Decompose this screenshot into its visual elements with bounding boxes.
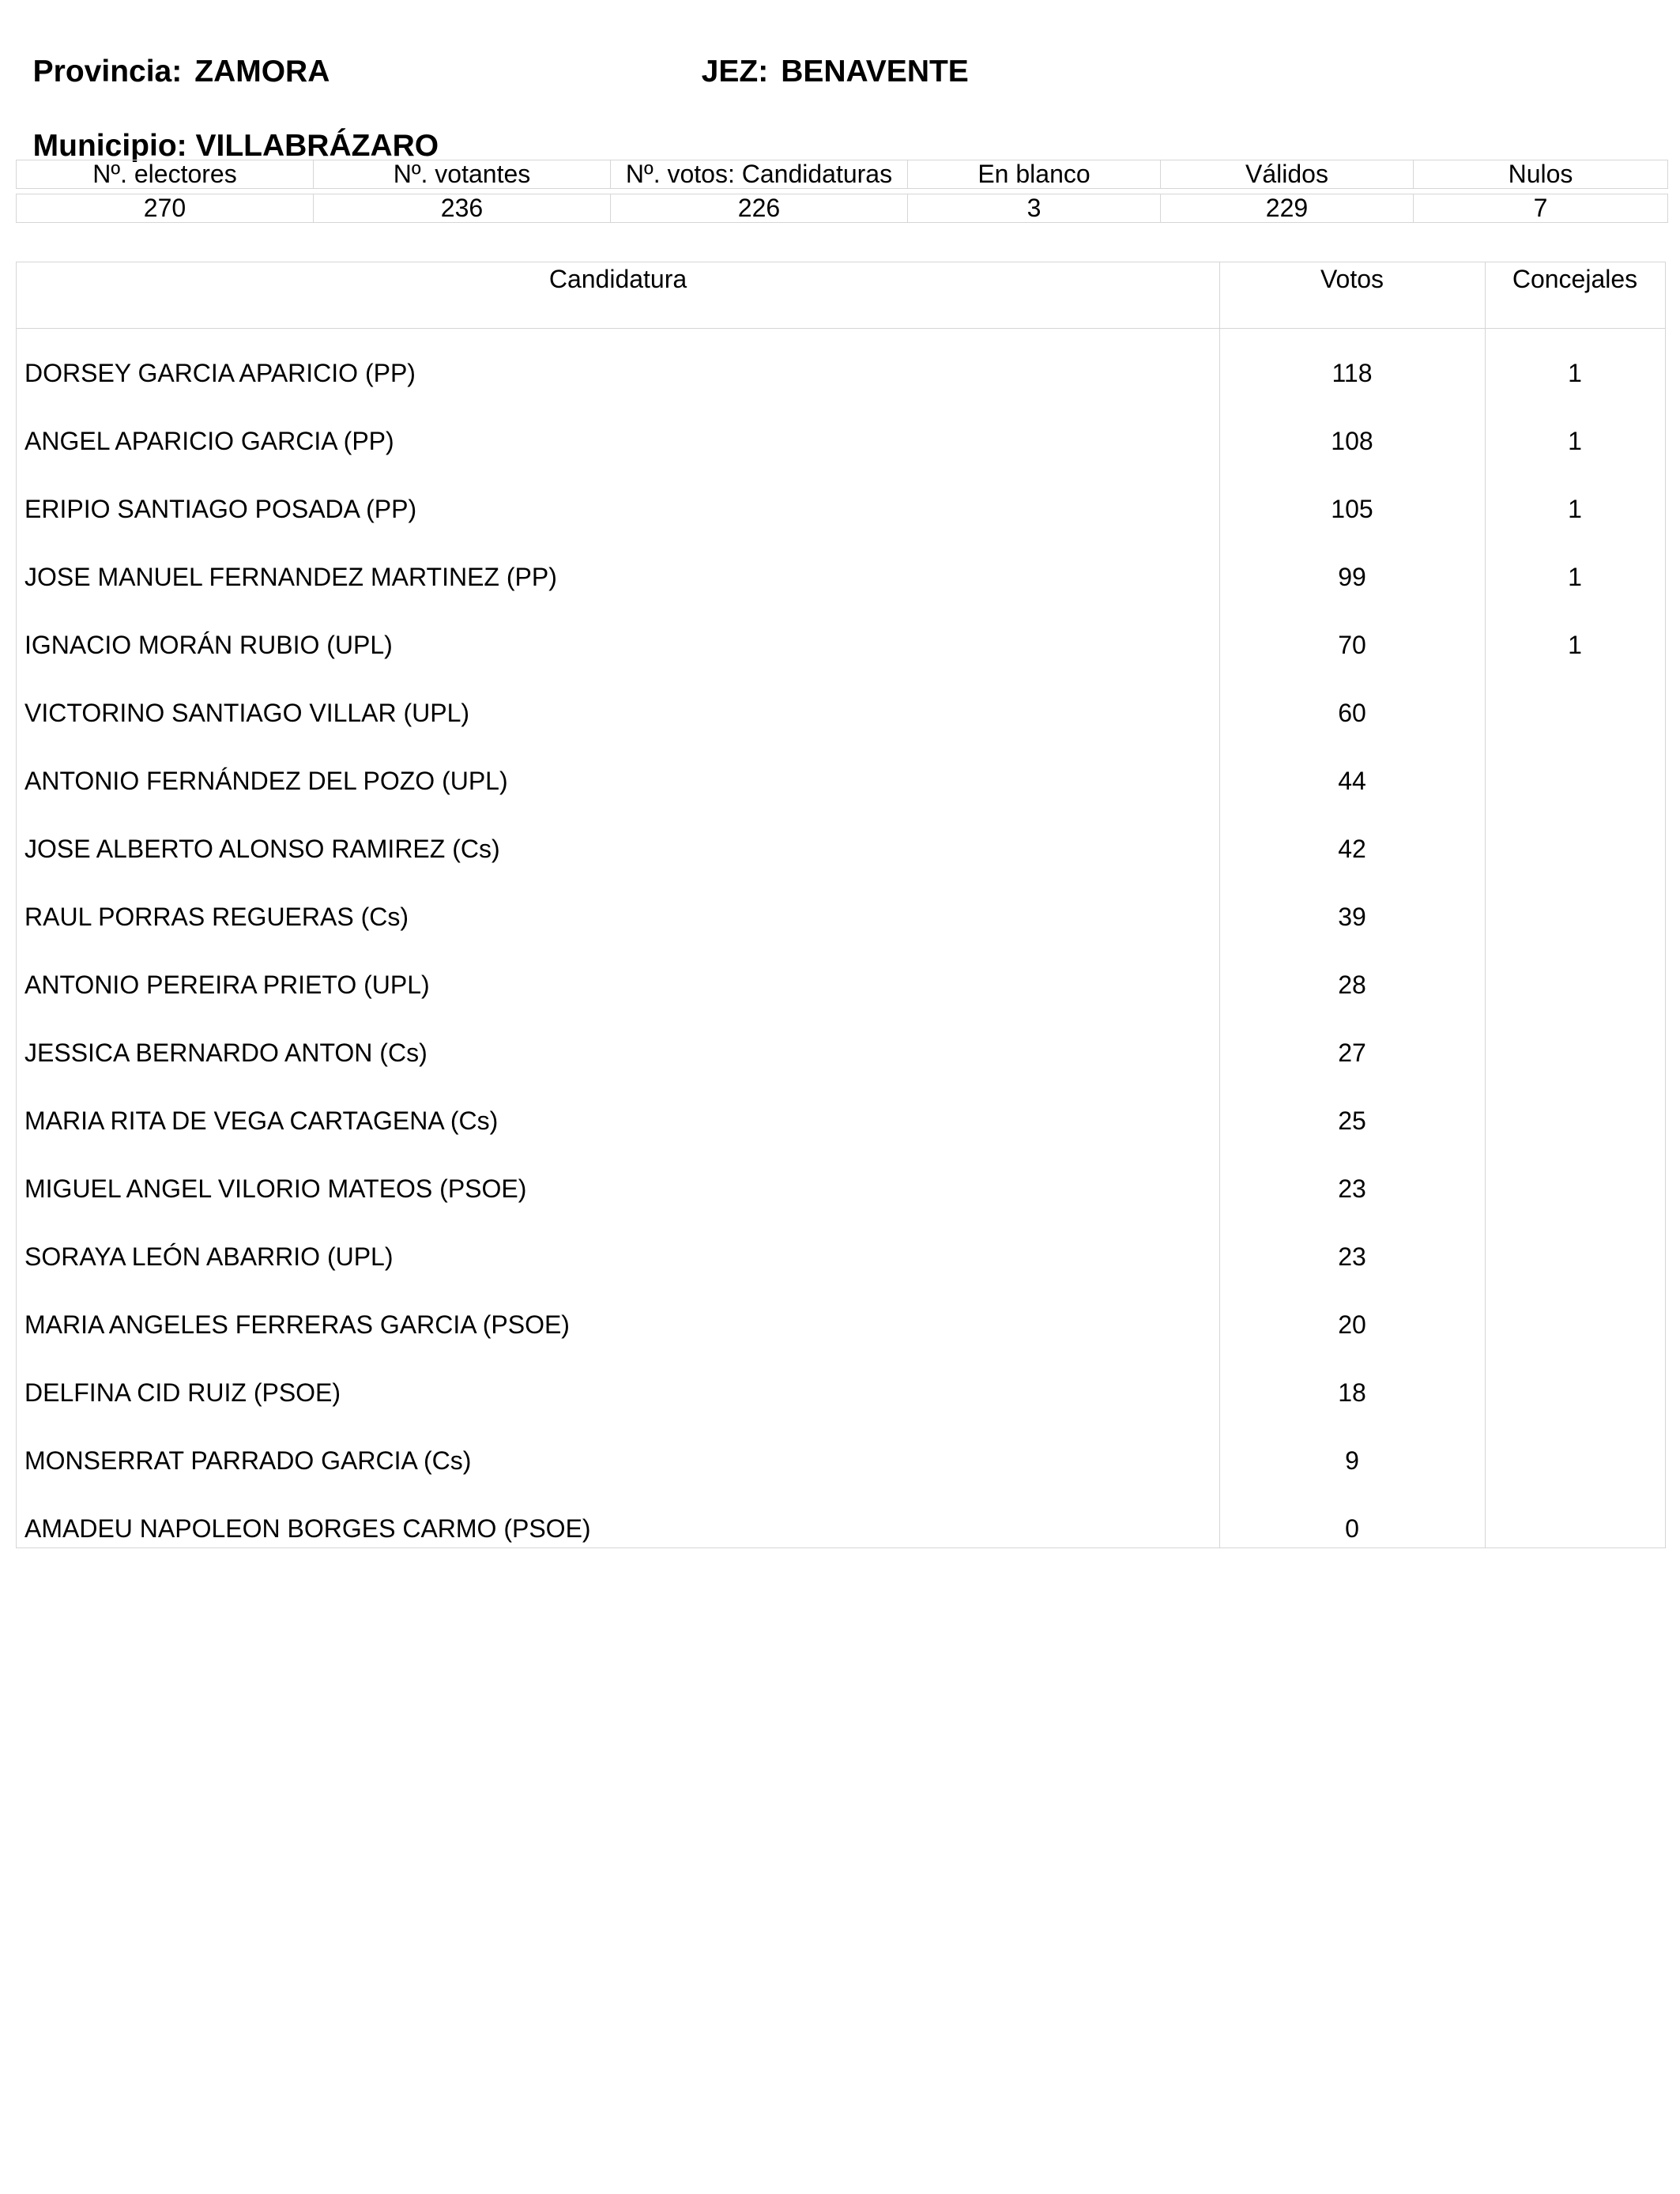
candidate-name: JOSE ALBERTO ALONSO RAMIREZ (Cs) <box>24 835 500 863</box>
candidate-name: IGNACIO MORÁN RUBIO (UPL) <box>24 631 393 659</box>
candidate-votos: 9 <box>1345 1446 1359 1475</box>
table-row <box>17 679 1665 747</box>
candidate-votos: 42 <box>1338 835 1366 863</box>
jez-value: BENAVENTE <box>781 55 969 89</box>
table-row <box>17 1427 1665 1495</box>
table-row <box>17 951 1665 1019</box>
table-row <box>17 747 1665 815</box>
table-row <box>17 475 1665 543</box>
summary-header-electores: Nº. electores <box>17 160 314 189</box>
spacer-cell <box>314 189 611 194</box>
spacer-cell <box>908 189 1161 194</box>
candidate-name: RAUL PORRAS REGUERAS (Cs) <box>24 903 409 931</box>
candidate-votos: 108 <box>1331 427 1373 455</box>
summary-spacer <box>17 189 1668 194</box>
table-row <box>17 407 1665 475</box>
provincia-heading <box>16 17 330 90</box>
candidate-name: SORAYA LEÓN ABARRIO (UPL) <box>24 1242 394 1271</box>
candidate-votos: 70 <box>1338 631 1366 659</box>
summary-header-votantes: Nº. votantes <box>314 160 611 189</box>
table-row <box>17 1019 1665 1087</box>
candidate-votos: 18 <box>1338 1378 1366 1407</box>
candidate-votos: 23 <box>1338 1174 1366 1203</box>
summary-value-validos: 229 <box>1161 194 1414 223</box>
candidate-name: DELFINA CID RUIZ (PSOE) <box>24 1378 341 1407</box>
municipio-label: Municipio: <box>32 129 187 163</box>
jez-label: JEZ: <box>701 55 769 89</box>
candidate-concejales: 1 <box>1568 427 1582 455</box>
provincia-value: ZAMORA <box>194 55 330 89</box>
table-row <box>17 883 1665 951</box>
candidate-votos: 0 <box>1345 1514 1359 1543</box>
candidates-table <box>16 262 1666 1548</box>
candidate-name: MARIA RITA DE VEGA CARTAGENA (Cs) <box>24 1106 499 1135</box>
column-header-candidatura: Candidatura <box>548 265 687 293</box>
summary-header-en-blanco: En blanco <box>908 160 1161 189</box>
spacer-cell <box>611 189 908 194</box>
candidate-name: ANTONIO PEREIRA PRIETO (UPL) <box>24 971 430 999</box>
candidate-name: MONSERRAT PARRADO GARCIA (Cs) <box>24 1446 472 1475</box>
candidate-name: MARIA ANGELES FERRERAS GARCIA (PSOE) <box>24 1310 570 1339</box>
spacer-cell <box>1161 189 1414 194</box>
table-row <box>17 1087 1665 1155</box>
candidate-name: VICTORINO SANTIAGO VILLAR (UPL) <box>24 699 470 727</box>
table-row <box>17 611 1665 679</box>
table-row <box>17 1495 1665 1563</box>
table-row <box>17 1291 1665 1359</box>
candidate-votos: 39 <box>1338 903 1366 931</box>
candidate-name: MIGUEL ANGEL VILORIO MATEOS (PSOE) <box>24 1174 527 1203</box>
column-header-concejales: Concejales <box>1512 265 1638 293</box>
summary-header-validos: Válidos <box>1161 160 1414 189</box>
candidate-concejales: 1 <box>1568 631 1582 659</box>
candidate-votos: 99 <box>1338 563 1366 591</box>
candidate-votos: 25 <box>1338 1106 1366 1135</box>
candidate-votos: 28 <box>1338 971 1366 999</box>
candidate-votos: 23 <box>1338 1242 1366 1271</box>
candidate-name: AMADEU NAPOLEON BORGES CARMO (PSOE) <box>24 1514 591 1543</box>
header-divider <box>17 328 1665 329</box>
candidate-concejales: 1 <box>1568 359 1582 387</box>
summary-value-en-blanco: 3 <box>908 194 1161 223</box>
summary-header-votos-candidaturas: Nº. votos: Candidaturas <box>611 160 908 189</box>
table-row <box>17 1223 1665 1291</box>
table-row <box>17 815 1665 883</box>
table-row <box>17 1155 1665 1223</box>
municipio-heading <box>16 92 439 164</box>
table-row <box>17 543 1665 611</box>
candidate-votos: 105 <box>1331 495 1373 523</box>
municipio-value: VILLABRÁZARO <box>195 129 439 163</box>
jez-heading <box>684 17 969 90</box>
summary-values-row <box>17 194 1668 223</box>
candidate-votos: 20 <box>1338 1310 1366 1339</box>
candidate-name: ANTONIO FERNÁNDEZ DEL POZO (UPL) <box>24 767 508 795</box>
candidate-name: ANGEL APARICIO GARCIA (PP) <box>24 427 394 455</box>
candidate-votos: 44 <box>1338 767 1366 795</box>
candidate-concejales: 1 <box>1568 563 1582 591</box>
candidate-concejales: 1 <box>1568 495 1582 523</box>
candidate-name: ERIPIO SANTIAGO POSADA (PP) <box>24 495 417 523</box>
candidate-name: JESSICA BERNARDO ANTON (Cs) <box>24 1039 428 1067</box>
spacer-cell <box>17 189 314 194</box>
summary-table <box>16 160 1668 223</box>
table-row <box>17 339 1665 407</box>
candidate-votos: 60 <box>1338 699 1366 727</box>
provincia-label: Provincia: <box>32 55 183 89</box>
summary-value-votantes: 236 <box>314 194 611 223</box>
candidate-name: JOSE MANUEL FERNANDEZ MARTINEZ (PP) <box>24 563 557 591</box>
spacer-cell <box>1414 189 1668 194</box>
summary-header-nulos: Nulos <box>1414 160 1668 189</box>
table-row <box>17 1359 1665 1427</box>
summary-value-nulos: 7 <box>1414 194 1668 223</box>
summary-value-votos-candidaturas: 226 <box>611 194 908 223</box>
candidate-votos: 118 <box>1332 359 1373 387</box>
summary-header-row <box>17 160 1668 189</box>
summary-value-electores: 270 <box>17 194 314 223</box>
candidate-name: DORSEY GARCIA APARICIO (PP) <box>24 359 416 387</box>
candidate-votos: 27 <box>1338 1039 1366 1067</box>
column-header-votos: Votos <box>1320 265 1384 293</box>
